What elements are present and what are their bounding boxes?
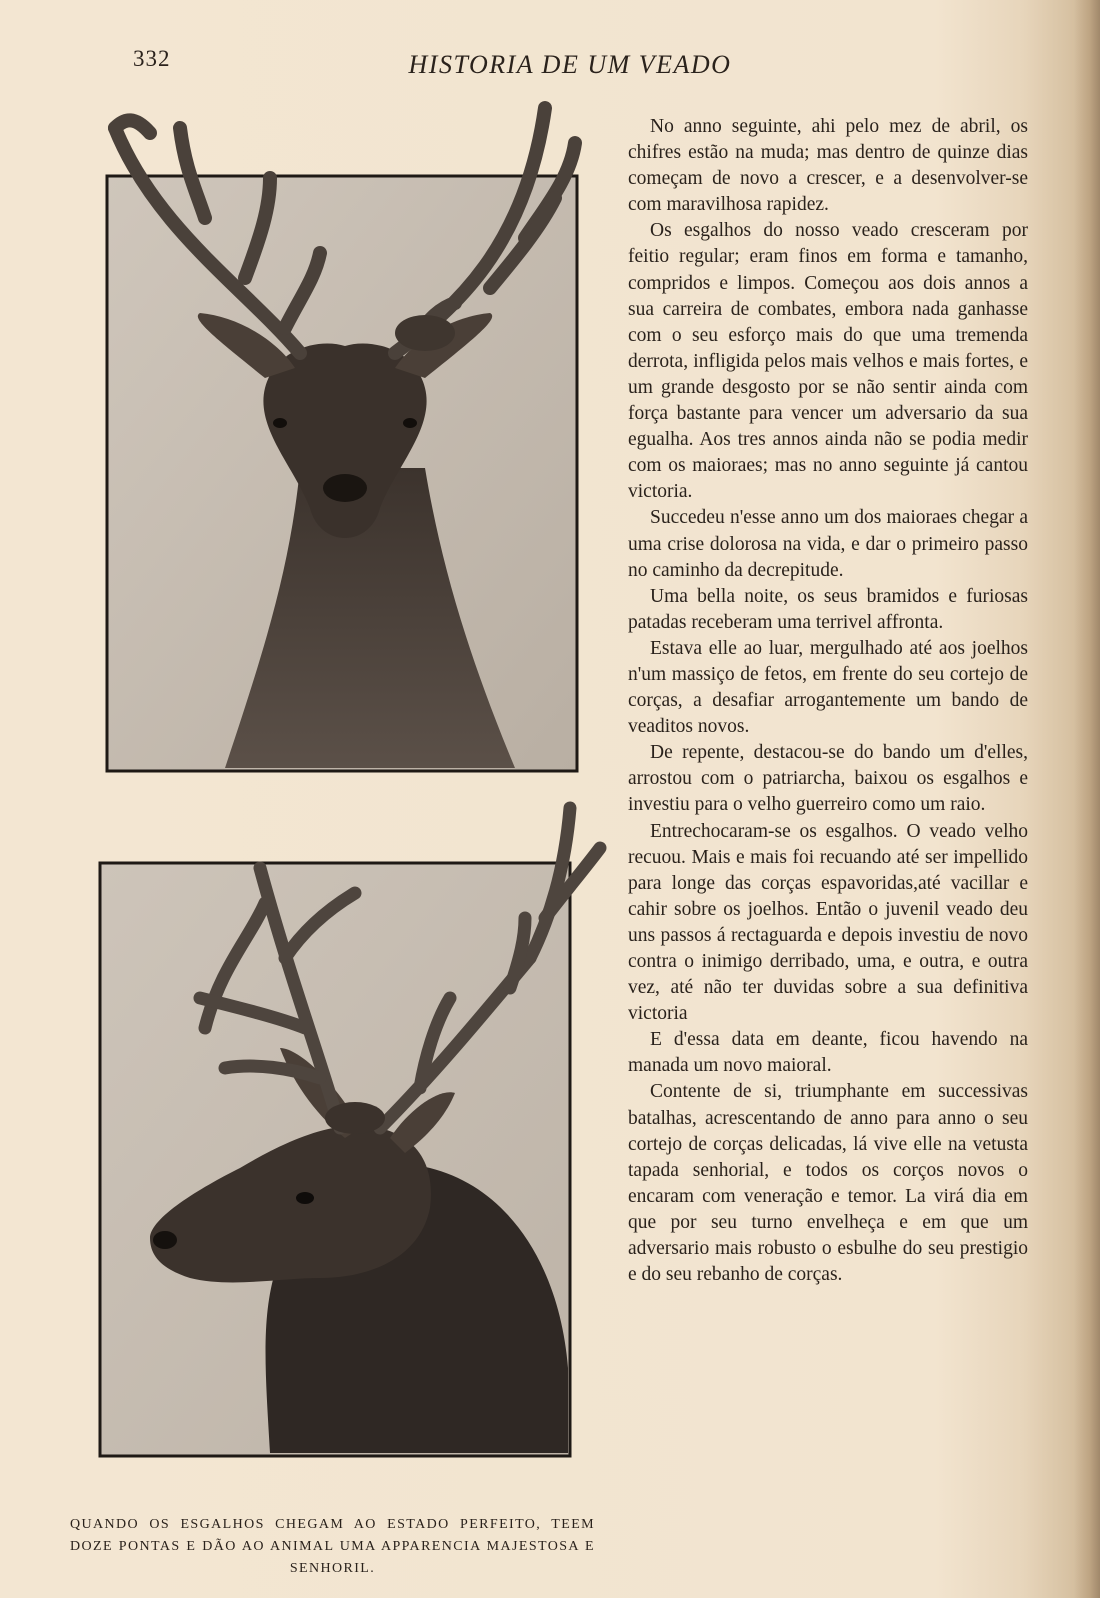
- binding-edge: [1074, 0, 1100, 1598]
- paragraph: Succedeu n'esse anno um dos maioraes chegar a uma crise dolorosa na vida, e dar o primeiro passo no caminho da decrepitude.: [628, 507, 1028, 581]
- article-text: [628, 114, 1028, 1288]
- running-head: HISTORIA DE UM VEADO: [408, 50, 732, 79]
- paragraph: De repente, destacou-se do bando um d'elles, arrostou com o patriarcha, baixou os esgalhos e investiu para o velho guerreiro como um raio.: [628, 742, 1028, 816]
- deer-head-frontal-illustration: [95, 88, 615, 788]
- deer-head-profile-illustration: [90, 808, 630, 1488]
- paragraph: Os esgalhos do nosso veado cresceram por feitio regular; eram finos em forma e tamanho, compridos e limpos. Começou aos dois annos a sua carreira de combates, embora nada ganhasse com o seu esforço mais do que uma tremenda derrota, infligida pelos mais velhos e mais fortes, e um grande desgosto por se não sentir ainda com força bastante para vencer um adversario da sua egualha. Aos tres annos ainda não se podia medir com os maioraes; mas no anno seguinte já cantou victoria.: [628, 220, 1028, 503]
- figure-caption: QUANDO OS ESGALHOS CHEGAM AO ESTADO PERFEITO, TEEM DOZE PONTAS E DÃO AO ANIMAL UMA APPARENCIA MAJESTOSA E SENHORIL.: [70, 1517, 595, 1576]
- page-number: 332: [133, 46, 171, 71]
- paragraph: Estava elle ao luar, mergulhado até aos joelhos n'um massiço de fetos, em frente do seu cortejo de corças, a desafiar arrogantemente um bando de veaditos novos.: [628, 637, 1028, 738]
- paragraph: No anno seguinte, ahi pelo mez de abril, os chifres estão na muda; mas dentro de quinze dias começam de novo a crescer, e a desenvolver-se com maravilhosa rapidez.: [628, 116, 1028, 216]
- paragraph: Entrechocaram-se os esgalhos. O veado velho recuou. Mais e mais foi recuando até ser impellido para longe das corças espavoridas,até vacillar e cahir sobre os joelhos. Então o juvenil veado deu uns passos á rectaguarda e depois investiu de novo contra o inimigo derribado, uma, e outra, e outra vez, até não ter duvidas sobre a sua definitiva victoria: [628, 820, 1028, 1025]
- paragraph: Uma bella noite, os seus bramidos e furiosas patadas receberam uma terrivel affronta.: [628, 585, 1028, 633]
- paragraph: E d'essa data em deante, ficou havendo na manada um novo maioral.: [628, 1029, 1028, 1077]
- paragraph: Contente de si, triumphante em successivas batalhas, acrescentando de anno para anno o seu cortejo de corças delicadas, lá vive elle na vetusta tapada senhorial, e todos os corços novos o encaram com veneração e temor. La virá dia em que por seu turno envelheça e em que um adversario mais robusto o esbulhe do seu prestigio e do seu rebanho de corças.: [628, 1081, 1028, 1286]
